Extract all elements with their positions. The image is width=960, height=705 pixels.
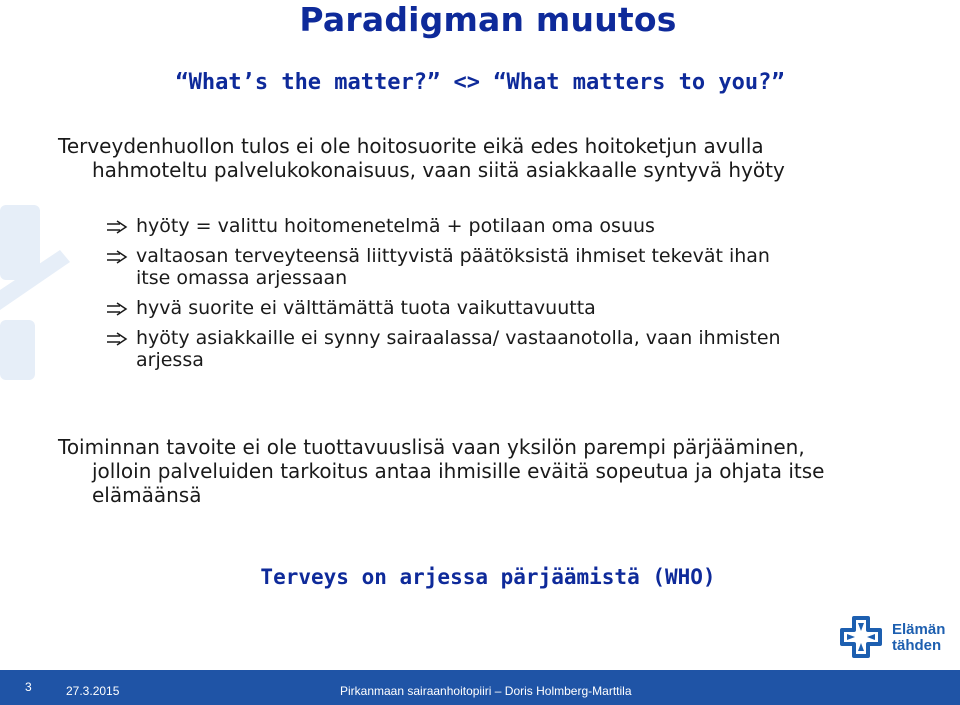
goal-paragraph	[58, 435, 825, 507]
bullet-item	[106, 215, 906, 237]
footer-author: Doris Holmberg-Marttila	[504, 684, 632, 698]
goal-line: elämäänsä	[92, 483, 202, 507]
watermark-cross-graphic	[0, 0, 90, 420]
double-arrow-icon	[106, 250, 128, 264]
intro-paragraph	[58, 134, 785, 182]
bullet-list	[106, 215, 906, 379]
bullet-text: valtaosan terveyteensä liittyvistä päätöksistä ihmiset tekevät ihan	[136, 245, 770, 267]
goal-line: jolloin palveluiden tarkoitus antaa ihmisille eväitä sopeutua ja ohjata itse	[92, 459, 825, 483]
bullet-text: hyöty = valittu hoitomenetelmä + potilaan oma osuus	[136, 215, 655, 237]
cross-star-icon	[836, 614, 886, 660]
goal-line: Toiminnan tavoite ei ole tuottavuuslisä vaan yksilön parempi pärjääminen,	[58, 435, 805, 459]
footer-credit	[340, 684, 632, 698]
bullet-text: hyöty asiakkaille ei synny sairaalassa/ vastaanotolla, vaan ihmisten	[136, 327, 781, 349]
logo-text-line2: tähden	[892, 637, 942, 654]
slide-title: Paradigman muutos	[299, 0, 677, 39]
slide-subtitle: “What’s the matter?” <> “What matters to you?”	[175, 70, 785, 95]
conclusion-text: Terveys on arjessa pärjäämistä (WHO)	[260, 565, 716, 589]
footer-date: 27.3.2015	[66, 684, 120, 698]
page-number: 3	[25, 680, 32, 694]
footer-organization: Pirkanmaan sairaanhoitopiiri	[340, 684, 492, 698]
bullet-item	[106, 245, 906, 289]
bullet-item	[106, 297, 906, 319]
double-arrow-icon	[106, 302, 128, 316]
intro-line: Terveydenhuollon tulos ei ole hoitosuorite eikä edes hoitoketjun avulla	[58, 134, 764, 158]
bullet-text: arjessa	[136, 349, 204, 371]
logo-text-line1: Elämän	[892, 621, 946, 638]
logo-wordmark	[892, 622, 945, 654]
double-arrow-icon	[106, 332, 128, 346]
double-arrow-icon	[106, 220, 128, 234]
intro-line: hahmoteltu palvelukokonaisuus, vaan siitä asiakkaalle syntyvä hyöty	[92, 158, 785, 182]
bullet-item	[106, 327, 906, 371]
footer-bar	[0, 670, 960, 705]
footer-separator: –	[494, 684, 502, 698]
bullet-text: itse omassa arjessaan	[136, 267, 348, 289]
bullet-text: hyvä suorite ei välttämättä tuota vaikuttavuutta	[136, 297, 596, 319]
